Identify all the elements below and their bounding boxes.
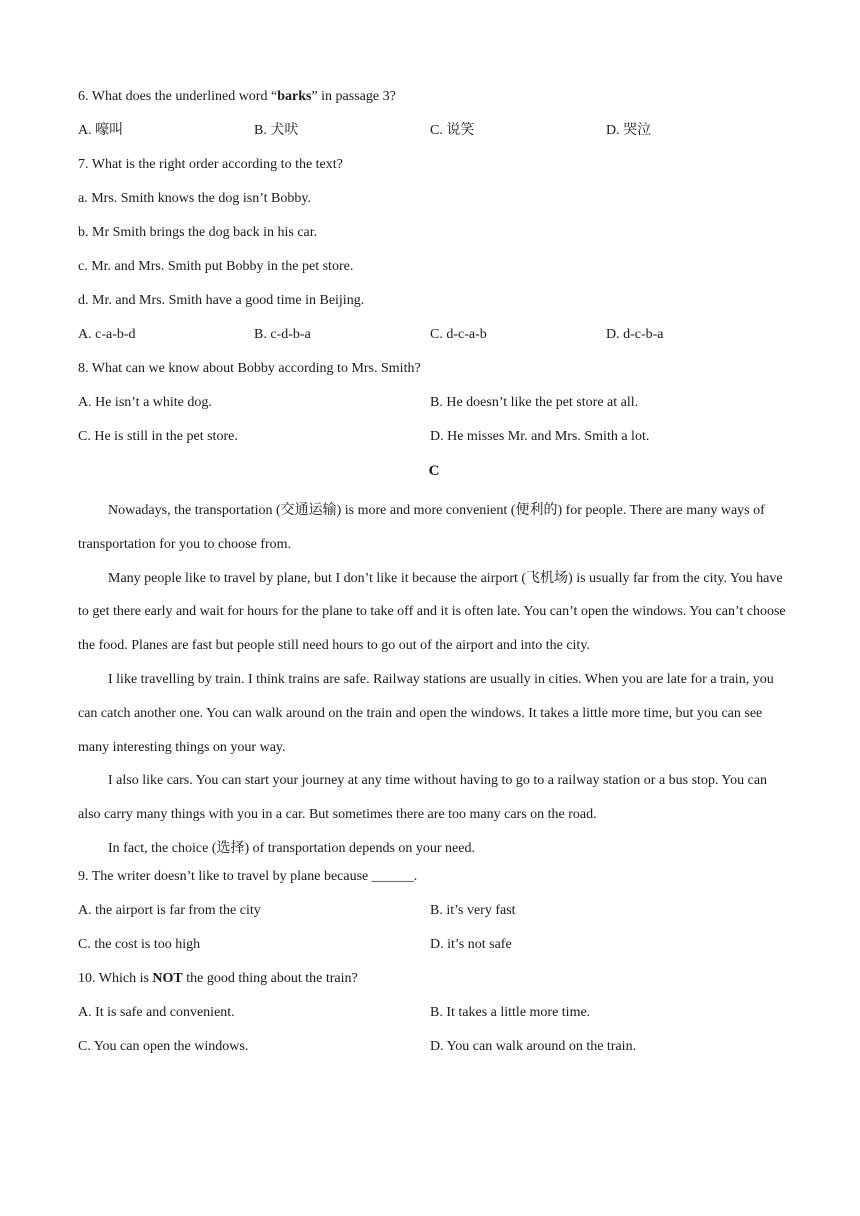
- event-a: a. Mrs. Smith knows the dog isn’t Bobby.: [78, 191, 311, 206]
- question-6: [78, 86, 790, 120]
- option-b: B. 犬吠: [254, 123, 299, 138]
- option-d: D. 哭泣: [606, 123, 652, 138]
- question-10-options-row-1: [78, 1002, 790, 1036]
- passage-paragraph: Nowadays, the transportation (交通运输) is more and more convenient (便利的) for people. There are many ways of transportation for you to choose from.: [78, 503, 765, 552]
- question-9: 9. The writer doesn’t like to travel by plane because ______.: [78, 868, 418, 884]
- passage-paragraph: I like travelling by train. I think trains are safe. Railway stations are usually in cities. When you are late for a train, you can catch another one. You can walk around on the train and open the windows. It takes a little more time, but you can see many interesting things on your way.: [78, 671, 774, 755]
- question-10-options-row-2: [78, 1036, 790, 1070]
- option-c: C. He is still in the pet store.: [78, 429, 238, 444]
- question-10-suffix: the good thing about the train?: [182, 970, 358, 986]
- option-b: B. He doesn’t like the pet store at all.: [430, 395, 639, 410]
- question-9-options-row-1: [78, 900, 790, 934]
- option-d: D. He misses Mr. and Mrs. Smith a lot.: [430, 429, 650, 444]
- option-d: D. it’s not safe: [430, 936, 512, 952]
- passage-paragraph: I also like cars. You can start your journey at any time without having to go to a railway station or a bus stop. You can also carry many things with you in a car. But sometimes there are too many cars on the road.: [78, 773, 768, 823]
- question-9-options-row-2: [78, 934, 790, 968]
- option-a: A. c-a-b-d: [78, 327, 136, 342]
- question-6-options: [78, 120, 790, 154]
- exam-page: [78, 86, 790, 1070]
- option-b: B. c-d-b-a: [254, 327, 311, 342]
- question-7-options: [78, 324, 790, 358]
- question-8-options-row-2: [78, 426, 790, 460]
- option-c: C. 说笑: [430, 123, 475, 138]
- question-10: [78, 968, 790, 1002]
- option-a: A. He isn’t a white dog.: [78, 395, 212, 410]
- event-b: b. Mr Smith brings the dog back in his car.: [78, 225, 318, 240]
- option-a: A. 嚎叫: [78, 123, 124, 138]
- event-c: c. Mr. and Mrs. Smith put Bobby in the pet store.: [78, 259, 354, 274]
- question-10-prefix: 10. Which is: [78, 970, 153, 986]
- option-c: C. d-c-a-b: [430, 327, 487, 342]
- option-a: A. It is safe and convenient.: [78, 1004, 235, 1020]
- question-7: 7. What is the right order according to the text?: [78, 157, 343, 172]
- passage-paragraph: Many people like to travel by plane, but I don’t like it because the airport (飞机场) is usually far from the city. You have to get there early and wait for hours for the plane to take off and it is often late. You can’t open the windows. You can’t choose the food. Planes are fast but people still need hours to go out of the airport and into the city.: [78, 570, 786, 654]
- passage-paragraph: In fact, the choice (选择) of transportation depends on your need.: [108, 840, 475, 856]
- underlined-word: barks: [277, 89, 312, 104]
- question-8-options-row-1: [78, 392, 790, 426]
- event-d: d. Mr. and Mrs. Smith have a good time in Beijing.: [78, 293, 365, 308]
- option-a: A. the airport is far from the city: [78, 902, 261, 918]
- option-b: B. it’s very fast: [430, 902, 516, 918]
- passage-heading: C: [428, 463, 440, 479]
- emphasis-not: NOT: [152, 970, 183, 986]
- option-d: D. d-c-b-a: [606, 327, 664, 342]
- option-c: C. You can open the windows.: [78, 1038, 249, 1054]
- option-b: B. It takes a little more time.: [430, 1004, 591, 1020]
- option-d: D. You can walk around on the train.: [430, 1038, 637, 1054]
- option-c: C. the cost is too high: [78, 936, 201, 952]
- question-6-prefix: 6. What does the underlined word “: [78, 89, 278, 104]
- question-8: 8. What can we know about Bobby according to Mrs. Smith?: [78, 361, 421, 376]
- question-6-suffix: ” in passage 3?: [311, 89, 396, 104]
